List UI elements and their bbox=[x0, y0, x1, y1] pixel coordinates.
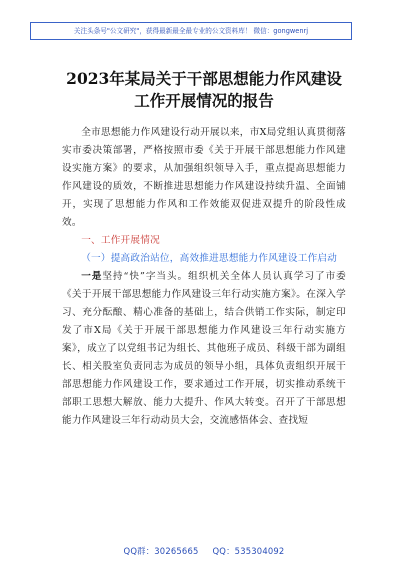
section-heading: 一、工作开展情况 bbox=[81, 235, 160, 246]
body-paragraph bbox=[62, 268, 346, 430]
title-line-2: 工作开展情况的报告 bbox=[134, 91, 274, 110]
paragraph-text: 坚持“快”字当头。组织机关全体人员认真学习了市委《关于开展干部思想能力作风建设三年行动实施方案》。在深入学习、充分酝酿、精心准备的基础上，结合供销工作实际，制定印发了市X局《关于开展干部思想能力作风建设三年行动实施方案》，成立了以党组书记为组长、其他班子成员、科级干部为副组长、相关股室负责同志为成员的领导小组，具体负责组织开展干部思想能力作风建设工作，要求通过工作开展，切实推动系统干部职工思想大解放、能力大提升、作风大转变。召开了干部思想能力作风建设三年行动动员大会，交流感悟体会、查找短 bbox=[62, 271, 347, 426]
qq-number: QQ：535304092 bbox=[212, 546, 285, 556]
document-title bbox=[0, 68, 408, 112]
intro-paragraph: 全市思想能力作风建设行动开展以来，市X局党组认真贯彻落实市委决策部署，严格按照市委《关于开展干部思想能力作风建设实施方案》的要求，从加强组织领导入手，重点提高思想能力作风建设的质效，不断推进思想能力作风建设持续升温、全面铺开，实现了思想能力作风和工作效能双促进双提升的阶段性成效。 bbox=[62, 127, 346, 228]
document-body bbox=[62, 124, 346, 430]
subsection-heading: （一）提高政治站位，高效推进思想能力作风建设工作启动 bbox=[81, 253, 338, 264]
title-line-1: 2023年某局关于干部思想能力作风建设 bbox=[66, 69, 342, 88]
qq-group: QQ群：30265665 bbox=[123, 546, 199, 556]
header-banner: 关注头条号"公文研究"，获得最新最全最专业的公文资料库！ 微信：gongwenrj bbox=[30, 22, 352, 40]
paragraph-lead: 一是 bbox=[81, 271, 103, 282]
footer-contact bbox=[0, 545, 408, 557]
